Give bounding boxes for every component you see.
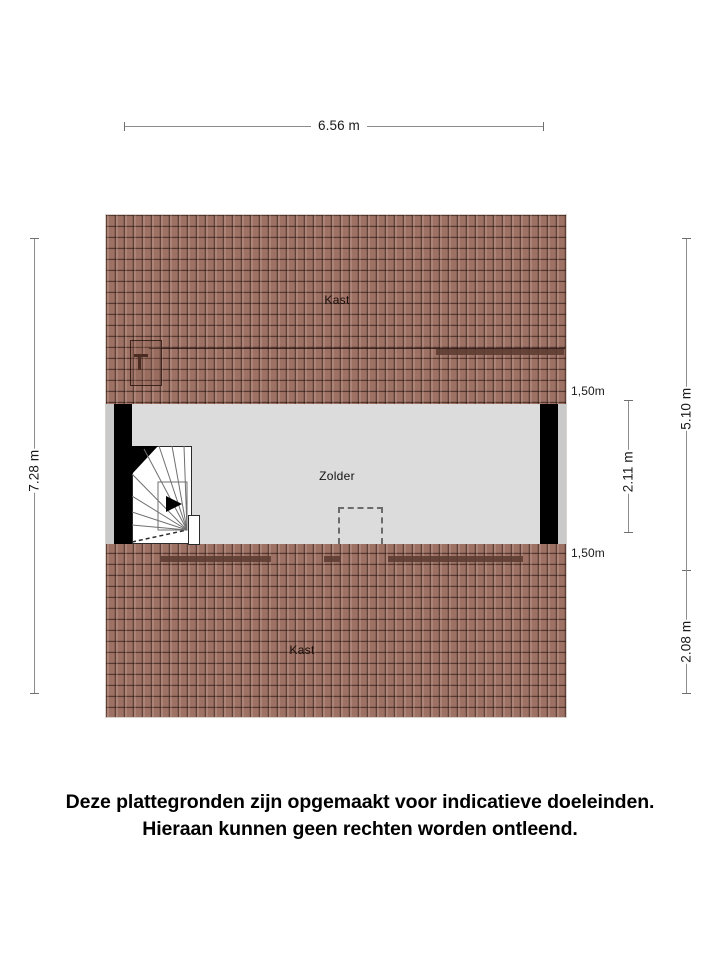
dimension-tick-right-outer-top — [682, 238, 691, 239]
dimension-label-top-width: 6.56 m — [311, 119, 367, 133]
roof-window-icon — [130, 340, 162, 386]
dimension-label-right-outer-lower: 2.08 m — [674, 620, 698, 664]
roof-beam-top-right — [436, 349, 564, 355]
dimension-label-eave-upper: 1,50m — [571, 384, 605, 398]
dimension-tick-top-left — [124, 122, 125, 131]
stair-newel-post — [188, 515, 200, 545]
room-label-kast-top: Kast — [324, 293, 350, 307]
floorplan-drawing — [105, 214, 567, 718]
staircase-diagram — [132, 446, 192, 544]
roof-beam-bottom-center — [324, 556, 340, 562]
staircase — [132, 446, 192, 544]
floor-opening-dashed — [338, 507, 383, 544]
dimension-label-eave-lower: 1,50m — [571, 546, 605, 560]
dimension-tick-left-top — [30, 238, 39, 239]
dimension-tick-top-right — [543, 122, 544, 131]
zolder-edge-left — [106, 404, 114, 544]
zolder-edge-right — [558, 404, 566, 544]
stair-direction-arrow — [166, 496, 182, 512]
dimension-label-right-outer-height: 5.10 m — [674, 387, 698, 431]
wall-left — [114, 404, 132, 544]
dimension-label-right-inner-height: 2.11 m — [616, 450, 640, 494]
room-label-zolder: Zolder — [319, 469, 355, 483]
dimension-tick-right-inner-bottom — [624, 532, 633, 533]
dimension-tick-right-outer-bottom — [682, 693, 691, 694]
disclaimer-line-1: Deze plattegronden zijn opgemaakt voor indicatieve doeleinden. — [65, 791, 655, 813]
roof-area-top — [106, 215, 566, 404]
roof-window-mark-b — [138, 357, 141, 370]
disclaimer-line-2: Hieraan kunnen geen rechten worden ontleend. — [142, 818, 578, 840]
roof-area-bottom — [106, 542, 566, 717]
dimension-tick-left-bottom — [30, 693, 39, 694]
wall-right — [540, 404, 558, 544]
stair-nosing-edge — [132, 530, 187, 542]
dimension-tick-right-inner-top — [624, 400, 633, 401]
room-label-kast-bottom: Kast — [289, 643, 315, 657]
dimension-label-left-height: 7.28 m — [22, 449, 46, 493]
roof-window-mark-a — [134, 354, 148, 357]
roof-beam-bottom-right — [388, 556, 523, 562]
roof-beam-bottom-left — [161, 556, 271, 562]
